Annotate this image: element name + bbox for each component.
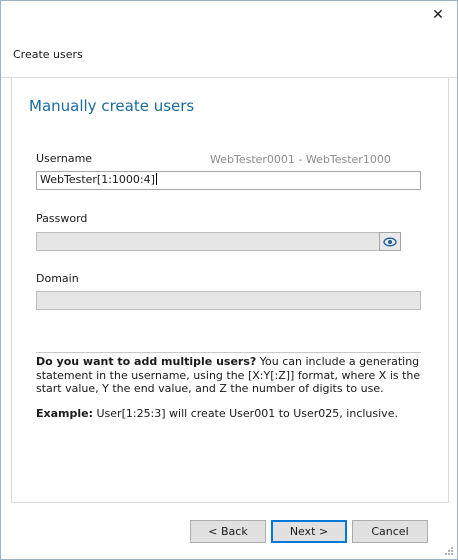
password-input[interactable] (36, 232, 380, 251)
cancel-button[interactable]: Cancel (352, 520, 428, 543)
text-caret (156, 173, 157, 185)
username-label: Username (36, 152, 93, 165)
multiple-users-help (36, 355, 421, 396)
domain-input[interactable] (36, 291, 421, 310)
example-help (36, 407, 421, 421)
show-password-button[interactable] (379, 232, 401, 251)
resize-grip-icon[interactable] (444, 546, 454, 556)
username-input[interactable] (36, 171, 421, 190)
example-text: User[1:25:3] will create User001 to User025, inclusive. (93, 407, 398, 420)
back-button[interactable]: < Back (190, 520, 266, 543)
dialog-header (1, 31, 457, 78)
close-icon[interactable]: ✕ (432, 7, 444, 23)
username-hint: WebTester0001 - WebTester1000 (210, 153, 391, 166)
content-panel (11, 78, 449, 503)
help-text: You can include a generating statement in the username, using the [X:Y[:Z]] format, where X is the start value, Y the end value, and Z the number of digits to use. (36, 355, 421, 395)
header-title: Create users (13, 48, 83, 61)
title-bar (1, 1, 457, 31)
page-title: Manually create users (29, 97, 195, 115)
password-label: Password (36, 212, 88, 225)
example-label: Example: (36, 407, 93, 420)
next-button[interactable]: Next > (271, 520, 347, 543)
divider (36, 352, 421, 353)
eye-icon (383, 237, 397, 247)
domain-label: Domain (36, 272, 79, 285)
username-value: WebTester[1:1000:4] (40, 173, 155, 186)
help-question: Do you want to add multiple users? (36, 355, 257, 368)
dialog-footer (1, 503, 457, 559)
